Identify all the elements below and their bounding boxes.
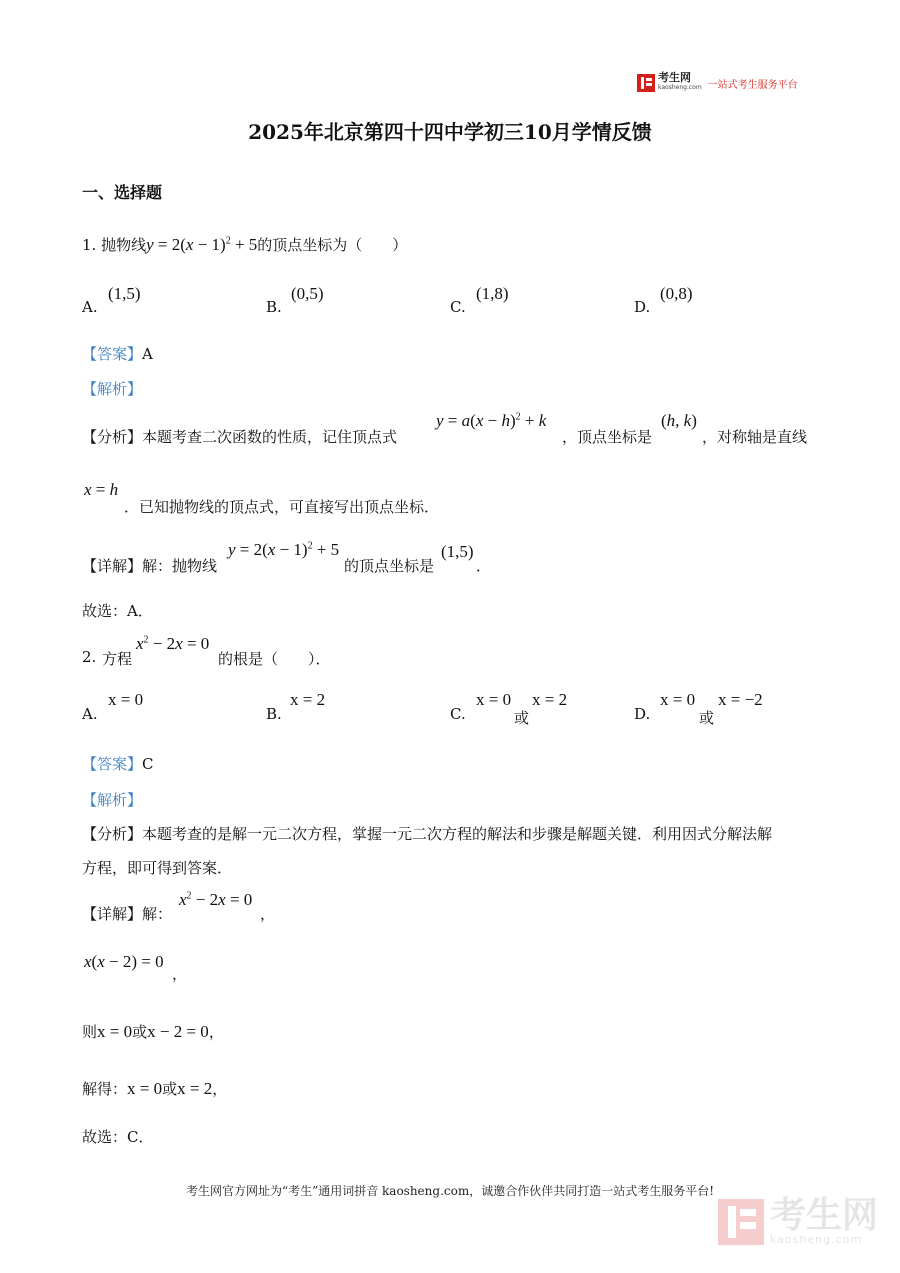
q2-option-c-label: C.	[450, 705, 466, 723]
q1-option-a: (1,5)	[108, 284, 141, 303]
q2-option-a: x = 0	[108, 690, 144, 709]
q2-option-a-label: A.	[82, 705, 98, 723]
logo-slogan: 一站式考生服务平台	[707, 79, 798, 91]
q1-answer	[82, 343, 153, 364]
q2-choose: 故选：C．	[82, 1128, 154, 1146]
q1-fenxi: 【分析】本题考查二次函数的性质，记住顶点式	[82, 428, 398, 446]
q1-option-c: (1,8)	[476, 284, 509, 303]
q2-option-b: x = 2	[290, 690, 326, 709]
q2-num: 2.	[82, 648, 97, 666]
q1-stem	[82, 234, 407, 255]
q2-option-d-2: x = −2	[718, 690, 763, 709]
q2-analysis-tag: 【解析】	[82, 791, 143, 809]
q1-option-b: (0,5)	[291, 284, 324, 303]
q2-equation: $x^2 - 2x = 0$	[136, 634, 210, 653]
q2-step2: 则x = 0或x − 2 = 0，	[82, 1022, 224, 1041]
q1-xiangjie: 【详解】解：抛物线	[82, 557, 218, 575]
q2-fenxi-cont: 方程，即可得到答案．	[82, 859, 233, 877]
watermark-logo-icon	[718, 1199, 764, 1245]
q1-vertex-form: $y = a(x - h)^2 + k$	[436, 411, 547, 430]
q1-option-c-label: C.	[450, 298, 466, 316]
q2-xiangjie: 【详解】解：	[82, 905, 173, 923]
q1-option-d-label: D.	[634, 298, 651, 316]
q2-answer	[82, 753, 154, 774]
q1-option-b-label: B.	[266, 298, 282, 316]
q1-equation: $y = 2(x - 1)^2 + 5$	[146, 235, 258, 254]
q1-stem-post: 的顶点坐标为（ ）	[257, 236, 408, 254]
watermark: 考生网 kaosheng.com	[718, 1198, 878, 1245]
q1-option-a-label: A.	[82, 298, 98, 316]
q1-option-d: (0,8)	[660, 284, 693, 303]
logo-domain: kaosheng.com	[658, 84, 702, 91]
fenxi-tag: 【分析】	[82, 825, 143, 843]
section-heading: 一、选择题	[82, 183, 163, 202]
q2-option-b-label: B.	[266, 705, 282, 723]
q2-option-d-label: D.	[634, 705, 651, 723]
fenxi-tag: 【分析】	[82, 428, 143, 446]
q1-equation-2: $y = 2(x - 1)^2 + 5$	[228, 540, 340, 559]
header-logo	[637, 72, 798, 94]
answer-tag: 【答案】	[82, 755, 143, 773]
q1-choose: 故选：A．	[82, 602, 153, 620]
q1-number: 1.	[82, 236, 97, 254]
q2-equation-2: $x^2 - 2x = 0$	[179, 890, 253, 909]
q2-option-c: x = 0	[476, 690, 512, 709]
q1-answer-value: A	[142, 345, 153, 363]
q2-step3: 解得：x = 0或x = 2，	[82, 1079, 228, 1098]
q1-axis-eq: x = h	[84, 480, 119, 499]
q1-vertex-hk: (h, k)	[661, 411, 697, 430]
footer-text: 考生网官方网址为“考生”通用词拼音 kaosheng.com，诚邀合作伙伴共同打造一站式考生服务平台!	[185, 1184, 715, 1198]
q2-fenxi: 【分析】本题考查的是解一元二次方程，掌握一元二次方程的解法和步骤是解题关键．利用因式分解法解	[82, 825, 773, 843]
xiangjie-tag: 【详解】	[82, 905, 143, 923]
q1-analysis-tag: 【解析】	[82, 380, 143, 398]
logo-name: 考生网	[658, 71, 691, 84]
q2-option-c-2: x = 2	[532, 690, 568, 709]
answer-tag: 【答案】	[82, 345, 143, 363]
q2-stem-pre: 方程	[102, 650, 133, 668]
xiangjie-tag: 【详解】	[82, 557, 143, 575]
q2-stem-post: 的根是（ ）．	[218, 650, 331, 668]
page-title: 2025年北京第四十四中学初三10月学情反馈	[248, 120, 652, 144]
q2-option-d: x = 0	[660, 690, 696, 709]
q2-step1: x(x − 2) = 0	[84, 952, 164, 971]
q2-answer-value: C	[142, 755, 154, 773]
q1-vertex-result: (1,5)	[441, 542, 474, 561]
q1-stem-pre: 抛物线	[101, 236, 147, 254]
kaosheng-logo-icon	[637, 74, 655, 92]
